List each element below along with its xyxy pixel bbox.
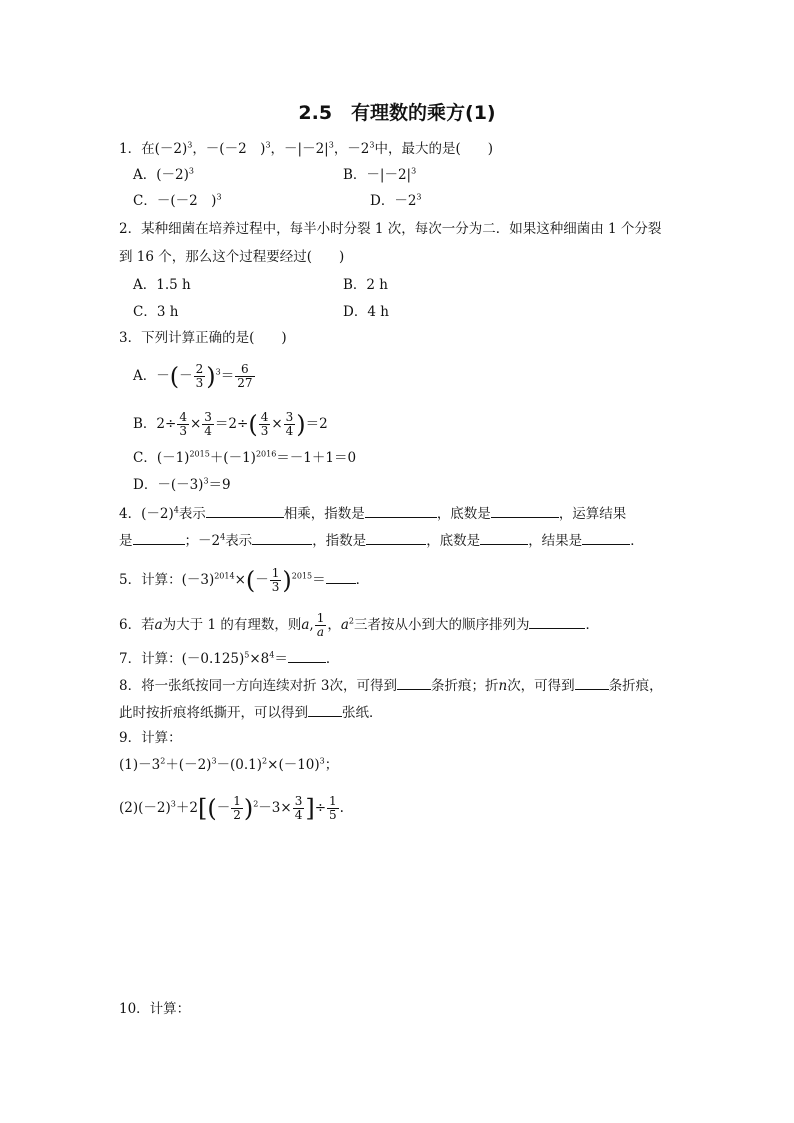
question-2-line1: 2．某种细菌在培养过程中，每半小时分裂 1 次，每次一分为二．如果这种细菌由 1 个分裂 — [119, 221, 662, 237]
answer-blank[interactable] — [480, 530, 528, 545]
question-3-option-c: C．$(-1)^{2015}+(-1)^{2016}=-1+1=0$ — [133, 449, 357, 466]
question-1-options-row1 — [133, 166, 417, 184]
question-6: 6．若a为大于 1 的有理数，则a, $\frac{1}{a}$ ，$a^2$三者按从小到大的顺序排列为 ． — [119, 611, 599, 639]
question-7: 7．计算：$(-0.125)^5\times 8^4=$ ． — [119, 648, 339, 668]
q1-text: ，－2 — [333, 141, 370, 157]
q1-text: ，－(－2 ) — [192, 141, 266, 157]
question-3-option-b: B．2÷ $\frac{4}{3}$ × $\frac{3}{4}$ ＝2÷( $\frac{4}{3}$ × $\frac{3}{4}$ )＝2 — [133, 410, 328, 439]
q1-exp: 3 — [369, 140, 375, 150]
q1-text: 中，最大的是( ) — [374, 141, 494, 157]
question-1-stem — [119, 140, 493, 158]
question-9-part-2: $(2)(-2)^3+2[(-$ $\frac{1}{2}$ )$^2$－3× $\frac{3}{4}$ ]÷ $\frac{1}{5}$ . — [119, 794, 344, 823]
answer-blank[interactable] — [308, 702, 342, 717]
answer-blank[interactable] — [252, 530, 312, 545]
q1-option-a: A．$(-2)^3$ — [133, 166, 194, 183]
q1-exp: 3 — [187, 140, 193, 150]
question-3-stem: 3．下列计算正确的是( ) — [119, 330, 287, 346]
question-2-options-row1 — [133, 276, 388, 294]
question-4-line2: 是 ；$-2^4$表示 ，指数是 ，底数是 ，结果是 ． — [119, 530, 644, 550]
q2-option-b: B．2 h — [343, 277, 388, 293]
question-8-line1: 8．将一张纸按同一方向连续对折 3次，可得到 条折痕；折n次，可得到 条折痕， — [119, 675, 663, 695]
q1-option-b: B．$-|-2|^3$ — [343, 166, 417, 183]
question-9-part-1: $(1)-3^2+(-2)^3-(0.1)^2\times(-10)^3$； — [119, 756, 339, 773]
answer-blank[interactable] — [288, 648, 326, 663]
q1-text: 1．在(－2) — [119, 141, 188, 157]
answer-blank[interactable] — [397, 675, 431, 690]
answer-blank[interactable] — [366, 530, 426, 545]
page-title: 2.5 有理数的乘方(1) — [298, 102, 496, 124]
answer-blank[interactable] — [491, 503, 559, 518]
answer-blank[interactable] — [529, 614, 585, 629]
answer-blank[interactable] — [582, 530, 630, 545]
question-2-options-row2 — [133, 303, 389, 321]
answer-blank[interactable] — [206, 503, 284, 518]
question-5: 5．计算：$(-3)^{2014}\times(-$ $\frac{1}{3}$ )$^{2015}$＝ ． — [119, 566, 370, 595]
q1-exp: 3 — [265, 140, 271, 150]
question-2-line2: 到 16 个，那么这个过程要经过( ) — [119, 249, 345, 265]
fraction: $\frac{6}{27}$ — [237, 362, 253, 390]
q2-option-a: A．1.5 h — [133, 277, 191, 293]
question-4-line1: 4．$(-2)^4$表示 相乘，指数是 ，底数是 ，运算结果 — [119, 503, 626, 523]
q2-option-c: C．3 h — [133, 304, 179, 320]
q1-exp: 3 — [328, 140, 334, 150]
q1-option-c: C．－(－2 )$^3$ — [133, 192, 222, 209]
answer-blank[interactable] — [326, 569, 356, 584]
question-10-stem: 10．计算： — [119, 1001, 191, 1017]
q2-option-d: D．4 h — [343, 304, 389, 320]
question-8-line2: 此时按折痕将纸撕开，可以得到 张纸． — [119, 702, 383, 722]
q1-text: ，－|－2| — [270, 141, 329, 157]
answer-blank[interactable] — [575, 675, 609, 690]
question-9-stem: 9．计算： — [119, 730, 182, 746]
answer-blank[interactable] — [133, 530, 185, 545]
question-1-options-row2 — [133, 192, 422, 210]
question-3-option-a: A．－(－ $\frac{2}{3}$ )$^3$＝ $\frac{6}{27}$ — [133, 362, 253, 391]
answer-blank[interactable] — [365, 503, 437, 518]
q1-option-d: D．$-2^3$ — [370, 192, 422, 209]
question-3-option-d: D．$-(-3)^3=9$ — [133, 476, 231, 493]
fraction: $\frac{2}{3}$ — [195, 362, 204, 390]
